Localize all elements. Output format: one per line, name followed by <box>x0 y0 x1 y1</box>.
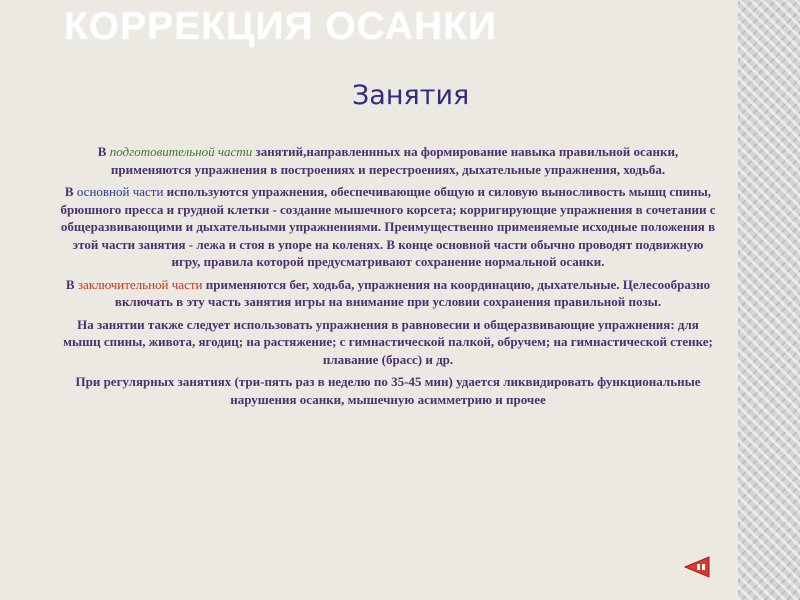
paragraph-prefix: В <box>64 184 77 199</box>
section-heading: Занятия <box>352 80 470 111</box>
paragraph-preparatory <box>58 143 718 178</box>
paragraph-text: применяются бег, ходьба, упражнения на координацию, дыхательные. Целесообразно включать в эту часть занятия игры на внимание при условии сохранения правильной позы. <box>114 276 711 309</box>
decorative-side-strip <box>738 0 800 600</box>
paragraph-final <box>58 276 718 311</box>
paragraph-conclusion: При регулярных занятиях (три-пять раз в неделю по 35-45 мин) удается ликвидировать функциональные нарушения осанки, мышечную асимметрию и прочее <box>75 374 701 407</box>
paragraph-prefix: В <box>65 276 78 292</box>
back-button[interactable] <box>684 556 710 578</box>
slide-body <box>58 143 718 413</box>
paragraph-additional-exercises: На занятии также следует использовать упражнения в равновесии и общеразвивающие упражнения: для мышц спины, живота, ягодиц; на растяжение; с гимнастической палкой, обручем; на гимнастической стенке; плавание (брасс) и др. <box>63 316 713 367</box>
paragraph-text: занятий,направленнных на формирование навыка правильной осанки, применяются упражнения в построениях и перестроениях, дыхательные упражнения, ходьба. <box>110 144 679 177</box>
paragraph-text: используются упражнения, обеспечивающие общую и силовую выносливость мышц спины, брюшного пресса и грудной клетки - создание мышечного корсета; корригирующие упражнения в сочетании с общеразвивающими и дыхательными упражнениями. Преимущественно применяемые исходные положения в этой части занятия - лежа и стоя в упоре на коленях. В конце основной части обычно проводят подвижную игру, правила которой предусматривают сохранение нормальной осанки. <box>60 184 716 269</box>
back-arrow-icon <box>684 556 710 578</box>
slide-title: КОРРЕКЦИЯ ОСАНКИ <box>64 5 498 48</box>
paragraph-main <box>58 183 718 271</box>
highlight-preparatory-part: подготовительной части <box>109 144 253 159</box>
highlight-main-part: основной части <box>76 184 164 199</box>
highlight-final-part: заключительной части <box>77 276 203 292</box>
paragraph-prefix: В <box>97 144 110 159</box>
